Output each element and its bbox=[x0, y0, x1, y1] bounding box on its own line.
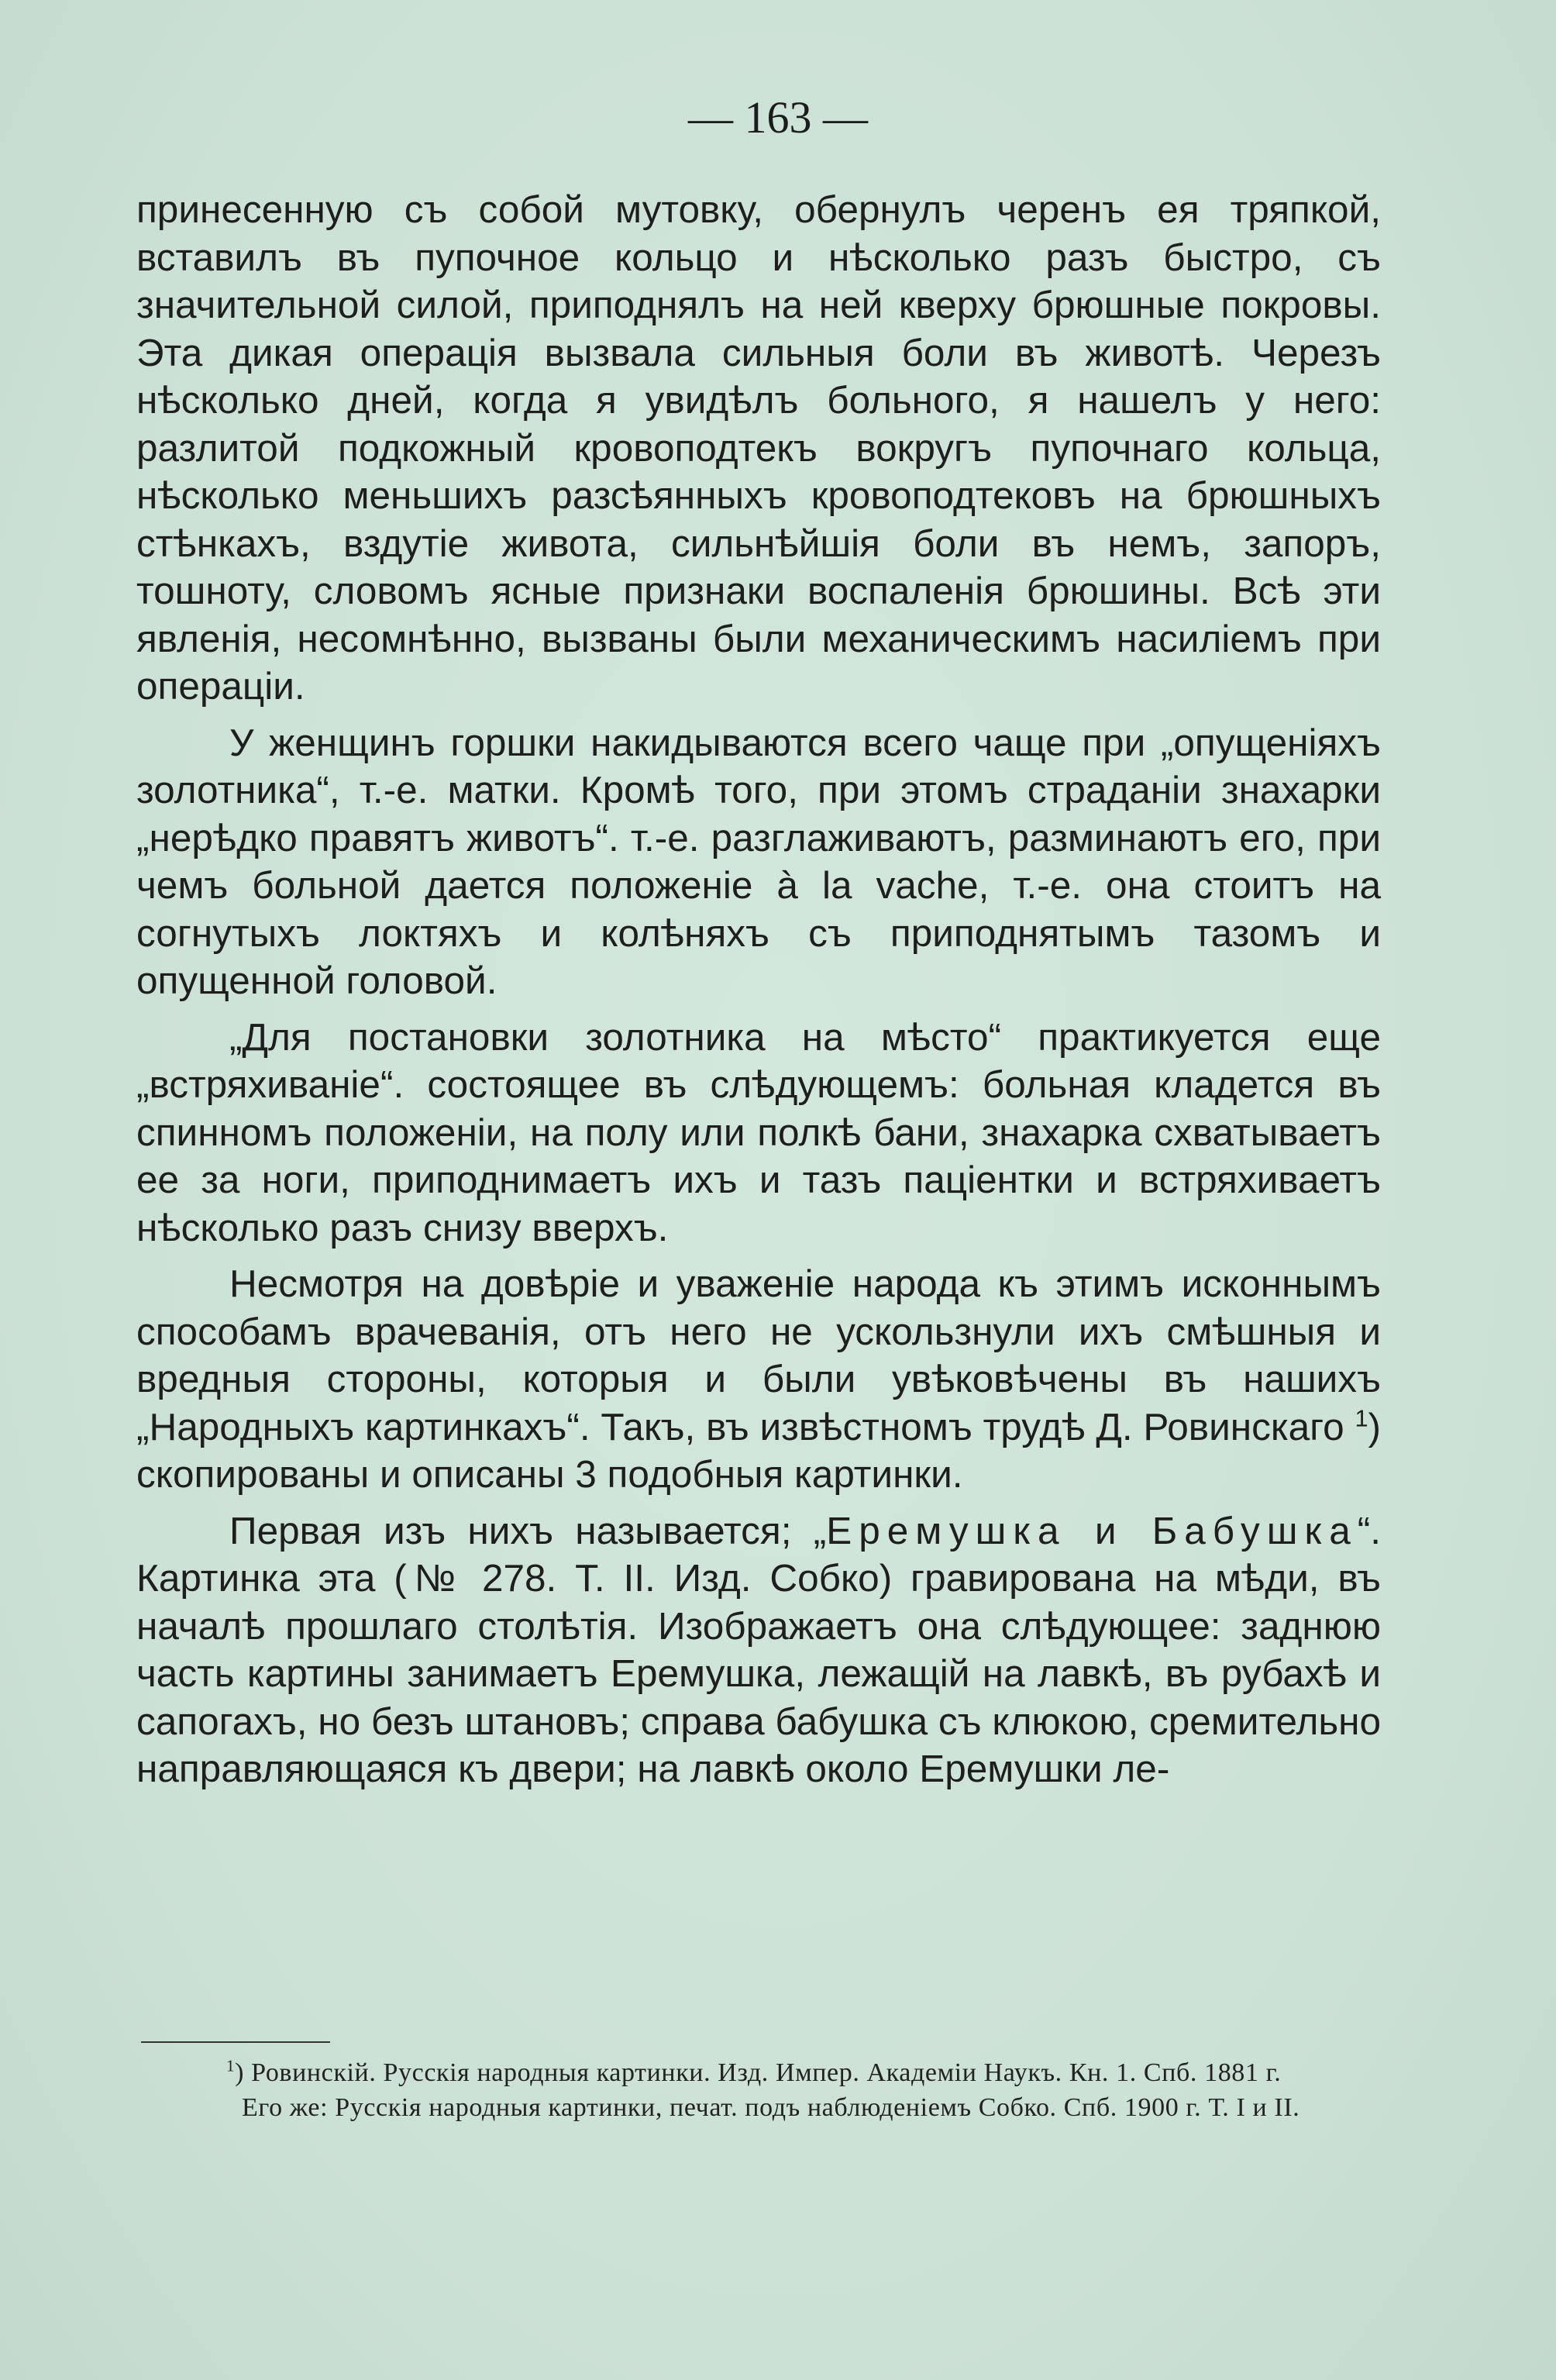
footnote-reference: 1 bbox=[1355, 1404, 1368, 1431]
footnote-divider bbox=[141, 2041, 330, 2043]
footnote-2: Его же: Русскія народныя картинки, печат. подъ наблюденіемъ Собко. Спб. 1900 г. Т. I и II. bbox=[242, 2092, 1300, 2122]
footnote-1-text: ) Ровинскій. Русскія народныя картинки. Изд. Импер. Академіи Наукъ. Кн. 1. Спб. 1881 г. bbox=[235, 2058, 1282, 2087]
paragraph-3: „Для постановки золотника на мѣсто“ практикуется еще „встряхиваніе“. состоящее въ слѣдующемъ: больная кладется въ спинномъ положеніи, на полу или полкѣ бани, знахарка схватываетъ ее за ноги, приподнимаетъ ихъ и тазъ паціентки и встряхиваетъ нѣсколько разъ снизу вверхъ. bbox=[136, 1015, 1381, 1249]
paragraph-4 bbox=[136, 1260, 1381, 1499]
paragraph-5-text-b: “. Картинка эта (№ 278. Т. II. Изд. Собко) гравирована на мѣди, въ началѣ прошлаго столѣтія. Изображаетъ она слѣдующее: заднюю часть картины занимаетъ Еремушка, лежащій на лавкѣ, въ рубахѣ и сапогахъ, но безъ штановъ; справа бабушка съ клюкою, сремительно направляющаяся къ двери; на лавкѣ около Еремушки ле- bbox=[136, 1509, 1381, 1790]
footnotes bbox=[141, 2056, 1358, 2125]
picture-title: Еремушка и Бабушка bbox=[826, 1509, 1358, 1552]
paragraph-1: принесенную съ собой мутовку, обернулъ черенъ ея тряпкой, вставилъ въ пупочное кольцо и нѣсколько разъ быстро, съ значительной силой, приподнялъ на ней кверху брюшные покровы. Эта дикая операція вызвала сильныя боли въ животѣ. Черезъ нѣсколько дней, когда я увидѣлъ больного, я нашелъ у него: разлитой подкожный кровоподтекъ вокругъ пупочнаго кольца, нѣсколько меньшихъ разсѣянныхъ кровоподтековъ на брюшныхъ стѣнкахъ, вздутіе живота, сильнѣйшія боли въ немъ, запоръ, тошноту, словомъ ясные признаки воспаленія брюшины. Всѣ эти явленія, несомнѣнно, вызваны были механическимъ насиліемъ при операціи. bbox=[136, 188, 1381, 708]
footnote-1 bbox=[141, 2056, 1358, 2091]
paragraph-4-text-b: ) скопированы и описаны 3 подобныя картинки. bbox=[136, 1405, 1381, 1496]
paragraph-2: У женщинъ горшки накидываются всего чаще при „опущеніяхъ золотника“, т.-е. матки. Кромѣ того, при этомъ страданіи знахарки „нерѣдко правятъ животъ“. т.-е. разглаживаютъ, разминаютъ его, при чемъ больной дается положеніе à la vache, т.-е. она стоитъ на согнутыхъ локтяхъ и колѣняхъ съ приподнятымъ тазомъ и опущенной головой. bbox=[136, 721, 1381, 1002]
paragraph-5-text-a: Первая изъ нихъ называется; „ bbox=[229, 1509, 827, 1552]
paragraph-4-text-a: Несмотря на довѣріе и уваженіе народа къ этимъ исконнымъ способамъ врачеванія, отъ него не ускользнули ихъ смѣшныя и вредныя стороны, которыя и были увѣковѣчены въ нашихъ „Народныхъ картинкахъ“. Такъ, въ извѣстномъ трудѣ Д. Ровинскаго bbox=[136, 1262, 1381, 1448]
main-text bbox=[136, 186, 1381, 1793]
paragraph-5 bbox=[136, 1507, 1381, 1793]
page-number: — 163 — bbox=[688, 92, 868, 143]
footnote-marker: 1 bbox=[226, 2056, 236, 2075]
